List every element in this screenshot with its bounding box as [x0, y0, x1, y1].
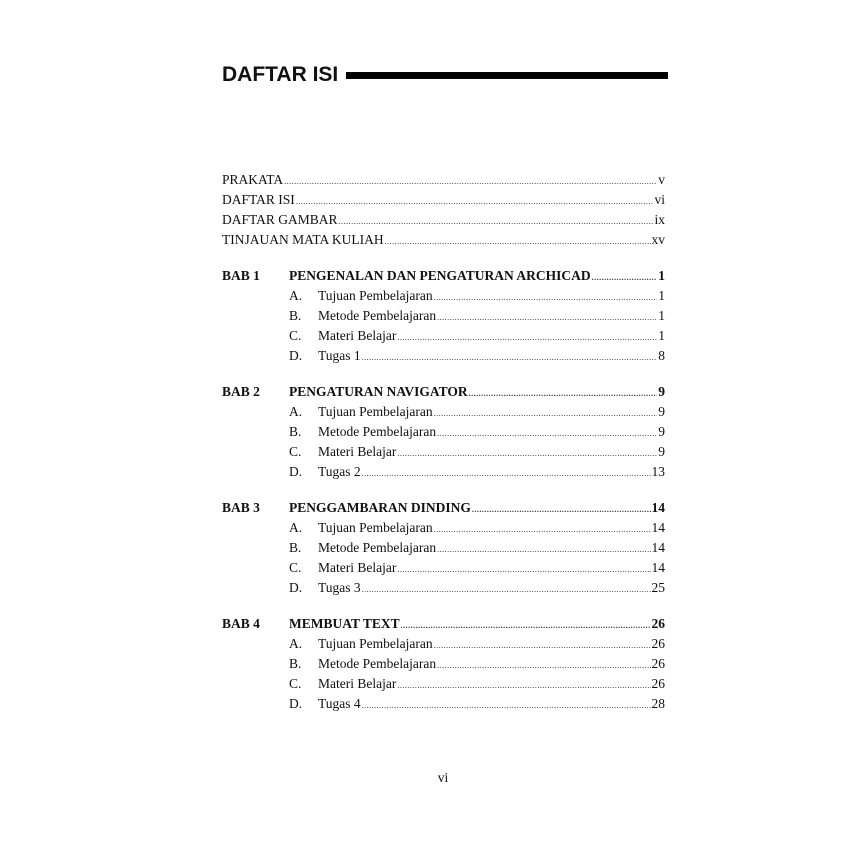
dot-leader [472, 500, 651, 520]
sub-letter: C. [289, 328, 302, 343]
toc-subentry[interactable] [222, 306, 665, 326]
toc-subentry[interactable] [222, 674, 665, 694]
toc-subentry[interactable] [222, 402, 665, 422]
toc-subentry[interactable] [222, 326, 665, 346]
chapter-title: MEMBUAT TEXT [289, 616, 400, 631]
dot-leader [437, 308, 657, 328]
entry-page: vi [654, 192, 665, 207]
sub-letter: A. [289, 520, 303, 535]
chapter-heading[interactable] [222, 382, 665, 402]
toc-entry-prakata[interactable] [222, 170, 665, 190]
chapter-title: PENGENALAN DAN PENGATURAN ARCHICAD [289, 268, 591, 283]
heading-rule [346, 72, 668, 79]
dot-leader [362, 464, 651, 484]
entry-label: DAFTAR GAMBAR [222, 212, 338, 227]
toc-subentry[interactable] [222, 346, 665, 366]
sub-label: Metode Pembelajaran [318, 540, 437, 555]
sub-label: Tujuan Pembelajaran [318, 404, 433, 419]
toc-subentry[interactable] [222, 654, 665, 674]
dot-leader [397, 676, 650, 696]
sub-page: 26 [651, 636, 665, 651]
chapter-4 [222, 614, 665, 714]
chapter-number: BAB 4 [222, 616, 260, 631]
toc-entry-tinjauan[interactable] [222, 230, 665, 250]
sub-letter: B. [289, 540, 302, 555]
chapter-page: 9 [658, 384, 665, 399]
chapter-title: PENGGAMBARAN DINDING [289, 500, 471, 515]
table-of-contents [222, 170, 665, 730]
chapter-number: BAB 1 [222, 268, 260, 283]
dot-leader [437, 540, 650, 560]
sub-page: 28 [651, 696, 665, 711]
sub-page: 26 [651, 676, 665, 691]
sub-page: 8 [658, 348, 665, 363]
dot-leader [362, 696, 651, 716]
dot-leader [362, 580, 651, 600]
dot-leader [397, 560, 650, 580]
sub-letter: C. [289, 560, 302, 575]
sub-letter: B. [289, 308, 302, 323]
chapter-heading[interactable] [222, 614, 665, 634]
sub-label: Tujuan Pembelajaran [318, 520, 433, 535]
toc-subentry[interactable] [222, 286, 665, 306]
dot-leader [397, 444, 657, 464]
chapter-2 [222, 382, 665, 482]
sub-label: Tujuan Pembelajaran [318, 288, 433, 303]
sub-page: 13 [651, 464, 665, 479]
heading-title: DAFTAR ISI [222, 63, 339, 86]
sub-letter: B. [289, 656, 302, 671]
sub-label: Tugas 4 [318, 696, 361, 711]
toc-subentry[interactable] [222, 694, 665, 714]
sub-page: 9 [658, 404, 665, 419]
sub-letter: B. [289, 424, 302, 439]
entry-label: TINJAUAN MATA KULIAH [222, 232, 384, 247]
sub-label: Metode Pembelajaran [318, 656, 437, 671]
chapter-page: 1 [658, 268, 665, 283]
dot-leader [362, 348, 658, 368]
sub-letter: C. [289, 676, 302, 691]
sub-page: 26 [651, 656, 665, 671]
chapter-1 [222, 266, 665, 366]
sub-page: 9 [658, 424, 665, 439]
chapter-page: 14 [651, 500, 665, 515]
dot-leader [469, 384, 658, 404]
chapter-number: BAB 3 [222, 500, 260, 515]
chapter-page: 26 [651, 616, 665, 631]
sub-label: Metode Pembelajaran [318, 308, 437, 323]
dot-leader [401, 616, 651, 636]
page-number: vi [437, 770, 449, 785]
dot-leader [434, 636, 651, 656]
sub-letter: A. [289, 404, 303, 419]
dot-leader [437, 656, 650, 676]
page-heading [222, 60, 668, 90]
sub-page: 1 [658, 308, 665, 323]
toc-subentry[interactable] [222, 538, 665, 558]
dot-leader [434, 288, 658, 308]
sub-letter: D. [289, 696, 303, 711]
sub-label: Materi Belajar [318, 444, 397, 459]
sub-page: 25 [651, 580, 665, 595]
sub-page: 9 [658, 444, 665, 459]
entry-page: v [658, 172, 665, 187]
toc-entry-daftar-gambar[interactable] [222, 210, 665, 230]
sub-letter: A. [289, 288, 303, 303]
chapter-title: PENGATURAN NAVIGATOR [289, 384, 468, 399]
toc-subentry[interactable] [222, 558, 665, 578]
dot-leader [592, 268, 658, 288]
dot-leader [437, 424, 657, 444]
sub-label: Tugas 3 [318, 580, 361, 595]
toc-subentry[interactable] [222, 462, 665, 482]
dot-leader [434, 520, 651, 540]
entry-label: DAFTAR ISI [222, 192, 295, 207]
dot-leader [385, 232, 651, 252]
dot-leader [339, 212, 654, 232]
entry-label: PRAKATA [222, 172, 284, 187]
dot-leader [397, 328, 657, 348]
sub-label: Materi Belajar [318, 676, 397, 691]
dot-leader [434, 404, 658, 424]
entry-page: ix [654, 212, 665, 227]
sub-label: Tugas 1 [318, 348, 361, 363]
sub-letter: A. [289, 636, 303, 651]
sub-label: Metode Pembelajaran [318, 424, 437, 439]
sub-letter: D. [289, 580, 303, 595]
sub-label: Materi Belajar [318, 560, 397, 575]
sub-letter: C. [289, 444, 302, 459]
dot-leader [284, 172, 657, 192]
dot-leader [296, 192, 654, 212]
toc-subentry[interactable] [222, 518, 665, 538]
sub-letter: D. [289, 348, 303, 363]
toc-subentry[interactable] [222, 442, 665, 462]
entry-page: xv [651, 232, 665, 247]
sub-label: Tugas 2 [318, 464, 361, 479]
sub-page: 1 [658, 328, 665, 343]
toc-subentry[interactable] [222, 578, 665, 598]
sub-label: Tujuan Pembelajaran [318, 636, 433, 651]
chapter-heading[interactable] [222, 266, 665, 286]
toc-entry-daftar-isi[interactable] [222, 190, 665, 210]
toc-subentry[interactable] [222, 422, 665, 442]
sub-label: Materi Belajar [318, 328, 397, 343]
toc-subentry[interactable] [222, 634, 665, 654]
chapter-number: BAB 2 [222, 384, 260, 399]
sub-page: 1 [658, 288, 665, 303]
sub-page: 14 [651, 520, 665, 535]
chapter-heading[interactable] [222, 498, 665, 518]
sub-letter: D. [289, 464, 303, 479]
front-matter [222, 170, 665, 250]
sub-page: 14 [651, 560, 665, 575]
chapter-3 [222, 498, 665, 598]
sub-page: 14 [651, 540, 665, 555]
